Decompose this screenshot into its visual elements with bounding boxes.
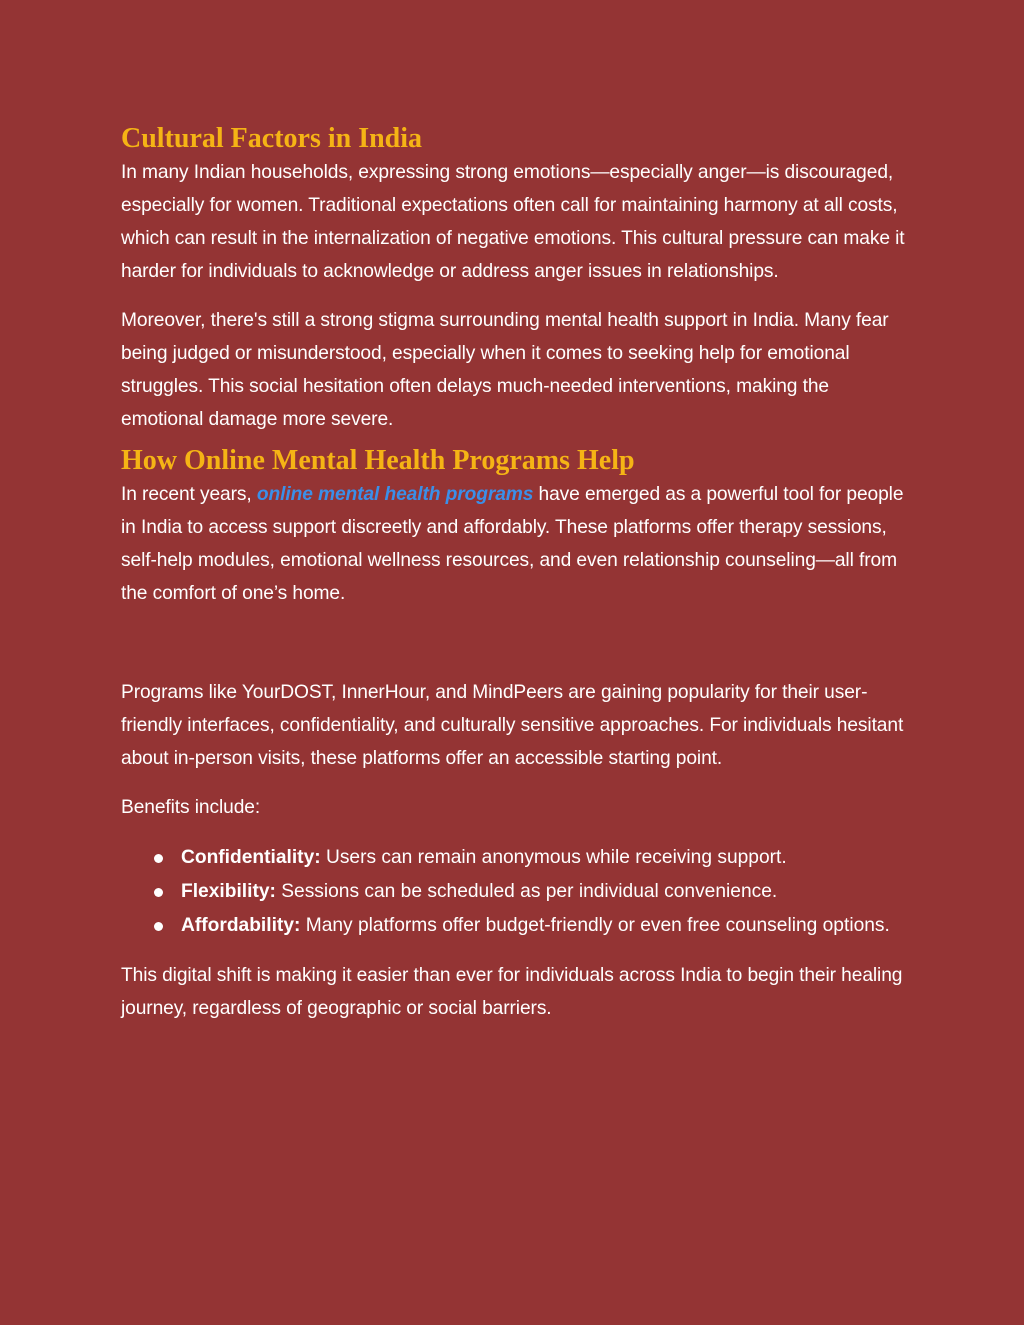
benefit-term: Affordability: xyxy=(181,915,301,936)
paragraph-stigma: Moreover, there's still a strong stigma surrounding mental health support in India. Many fear being judged or misunderstood, especially when it comes to seeking help for emotional struggles. This social hesitation often delays much-needed interventions, making the emotional damage more severe. xyxy=(121,310,889,430)
bullet-icon xyxy=(154,922,163,931)
paragraph-text-before-link: In recent years, xyxy=(121,484,257,505)
heading-online-programs: How Online Mental Health Programs Help xyxy=(121,445,635,476)
bullet-icon xyxy=(154,888,163,897)
paragraph-text-after-link: have emerged as a powerful tool for people in India to access support discreetly and affordably. These platforms offer therapy sessions, self-help modules, emotional wellness resources, and even relationship counseling—all from the comfort of one’s home. xyxy=(121,484,904,604)
paragraph-program-examples: Programs like YourDOST, InnerHour, and MindPeers are gaining popularity for their user-friendly interfaces, confidentiality, and culturally sensitive approaches. For individuals hesitant about in-person visits, these platforms offer an accessible starting point. xyxy=(121,682,904,769)
bullet-icon xyxy=(154,854,163,863)
benefit-text: Many platforms offer budget-friendly or even free counseling options. xyxy=(300,915,890,936)
benefit-item-flexibility xyxy=(121,875,911,909)
benefit-term: Flexibility: xyxy=(181,881,276,902)
paragraph-cultural-expectations: In many Indian households, expressing strong emotions—especially anger—is discouraged, especially for women. Traditional expectations often call for maintaining harmony at all costs, which can result in the internalization of negative emotions. This cultural pressure can make it harder for individuals to acknowledge or address anger issues in relationships. xyxy=(121,162,905,282)
benefit-term: Confidentiality: xyxy=(181,847,321,868)
paragraph-online-programs-intro xyxy=(121,478,911,610)
benefit-item-affordability xyxy=(121,909,911,943)
heading-cultural-factors: Cultural Factors in India xyxy=(121,123,423,154)
document-page xyxy=(121,122,911,1025)
paragraph-closing: This digital shift is making it easier than ever for individuals across India to begin their healing journey, regardless of geographic or social barriers. xyxy=(121,965,903,1019)
online-mental-health-programs-link[interactable]: online mental health programs xyxy=(256,484,534,505)
benefit-item-confidentiality xyxy=(121,841,911,875)
benefit-text: Users can remain anonymous while receiving support. xyxy=(320,847,787,868)
benefits-intro: Benefits include: xyxy=(121,797,261,818)
benefit-text: Sessions can be scheduled as per individual convenience. xyxy=(275,881,778,902)
benefits-list xyxy=(121,841,911,943)
